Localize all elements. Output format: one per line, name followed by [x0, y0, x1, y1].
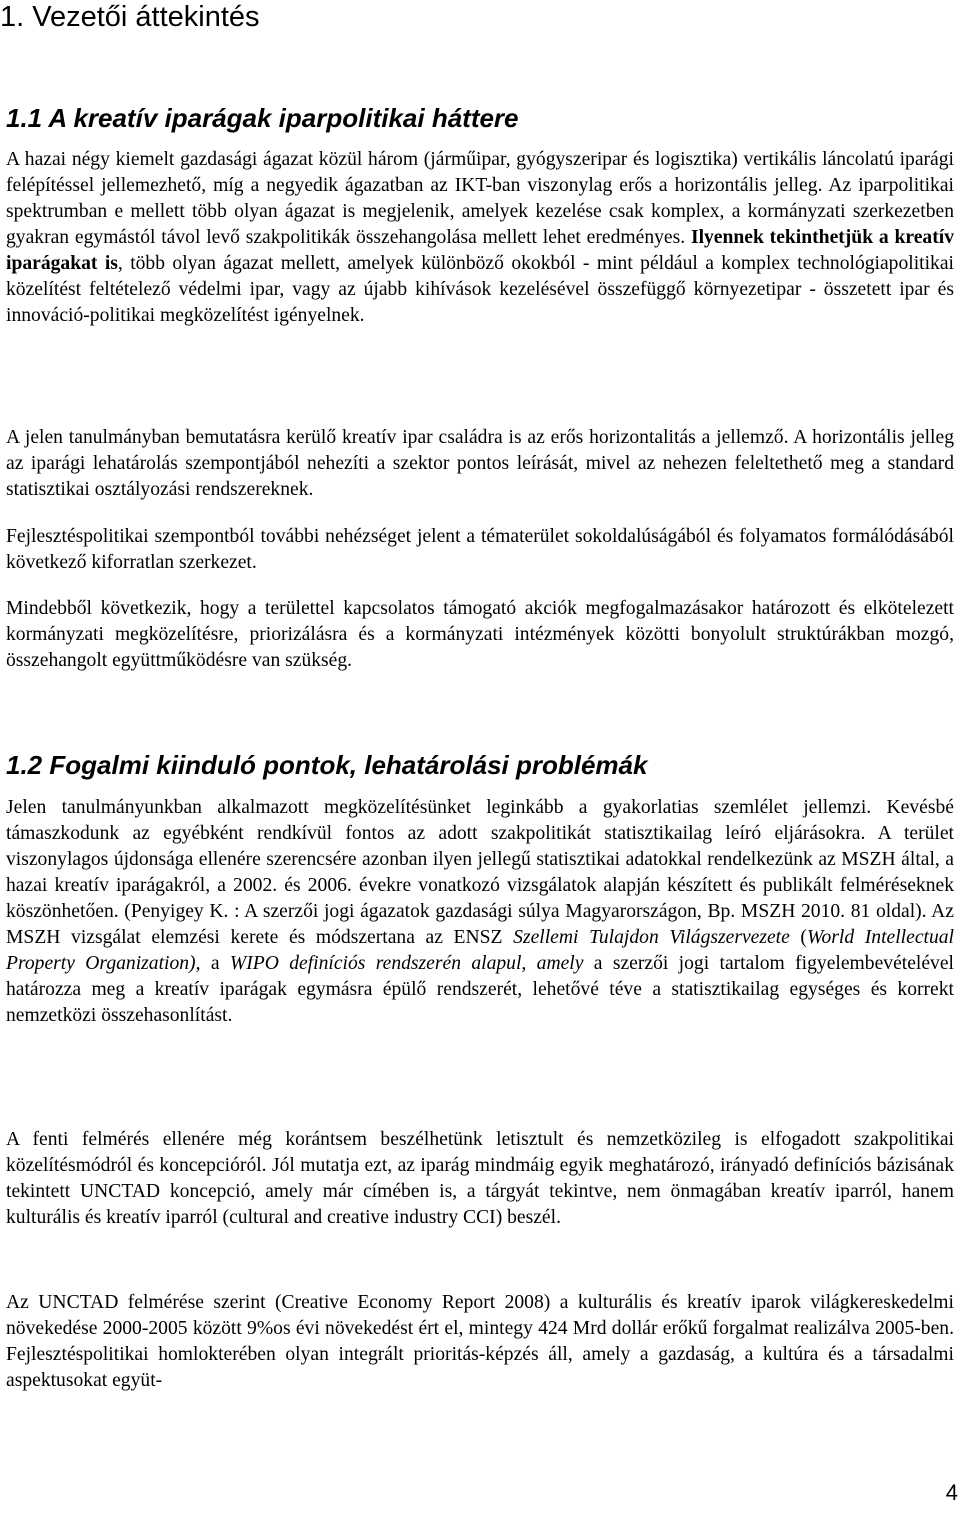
paragraph-5-text-a: Jelen tanulmányunkban alkalmazott megközelítésünket leginkább a gyakorlatias szemlélet jellemzi. Kevésbé támaszkodunk az egyébként rendkívül fontos az adott szakpolitikát statisztikailag leíró eljárásokra. A terület viszonylagos újdonsága ellenére szerencsére azonban ilyen jellegű statisztikai adatokkal rendelkezünk az MSZH által, a hazai kreatív iparágakról, a 2002. és 2006. évekre vonatkozó vizsgálatok alapján készített és publikált felméréseknek köszönhetően. (Penyigey K. : A szerzői jogi ágazatok gazdasági súlya Magyarországon, Bp. MSZH 2010. 81 oldal). Az MSZH vizsgálat elemzési kerete és módszertana az ENSZ [6, 797, 954, 948]
paragraph-1 [6, 147, 954, 329]
paragraph-7: Az UNCTAD felmérése szerint (Creative Economy Report 2008) a kulturális és kreatív iparok világkereskedelmi növekedése 2000-2005 között 9%os évi növekedést ért el, mintegy 424 Mrd dollár erőkű forgalmat realizálva 2005-ben. Fejlesztéspolitikai homlokterében olyan integrált prioritás-képzés áll, amely a gazdaság, a kultúra és a társadalmi aspektusokat együt- [6, 1292, 954, 1391]
paragraph-5-text-b: ( [789, 927, 807, 948]
paragraph-5-italic-1: Szellemi Tulajdon Világszervezete [513, 927, 790, 948]
section-heading-1-1: 1.1 A kreatív iparágak iparpolitikai háttere [6, 103, 519, 133]
paragraph-1-text-a: A hazai négy kiemelt gazdasági ágazat közül három (járműipar, gyógyszeripar és logisztika) vertikális láncolatú iparági felépítéssel jellemezhető, míg a negyedik ágazatban az IKT-ban viszonylag erős a horizontális jelleg. Az iparpolitikai spektrumban e mellett több olyan ágazat is megjelenik, amelyek kezelése csak komplex, a kormányzati szerkezetben gyakran egymástól távol levő szakpolitikák összehangolása mellett lehet eredményes. [6, 149, 954, 248]
paragraph-5-italic-3: WIPO definíciós rendszerén alapul, amely [229, 953, 584, 974]
chapter-heading: 1. Vezetői áttekintés [0, 1, 260, 33]
page-number: 4 [945, 1480, 958, 1505]
paragraph-1-bold-phrase: Ilyennek tekinthetjük a kreatív iparágakat is [6, 227, 954, 274]
paragraph-4: Mindebből következik, hogy a területtel kapcsolatos támogató akciók megfogalmazásakor határozott és elkötelezett kormányzati megközelítésre, priorizálásra és a kormányzati intézmények közötti bonyolult struktúrákban mozgó, összehangolt együttműködésre van szükség. [6, 598, 954, 671]
paragraph-1-text-b: , több olyan ágazat mellett, amelyek különböző okokból - mint például a komplex technológiapolitikai közelítést feltételező védelmi ipar, vagy az újabb kihívások kezelésével összefüggő környezetipar - összetett ipar és innováció-politikai megközelítést igényelnek. [6, 253, 954, 326]
paragraph-2: A jelen tanulmányban bemutatásra kerülő kreatív ipar családra is az erős horizontalitás a jellemző. A horizontális jelleg az iparági lehatárolás szempontjából nehezíti a szektor pontos leírását, mivel az nehezen feleltethető meg a standard statisztikai osztályozási rendszereknek. [6, 427, 954, 500]
paragraph-5-italic-2: World Intellectual Property Organization), [6, 927, 954, 974]
paragraph-5-text-d: a szerzői jogi tartalom figyelembevételével határozza meg a kreatív iparágak egymásra épülő rendszerét, lehetővé téve a statisztikailag egységes és korrekt nemzetközi összehasonlítást. [6, 953, 954, 1026]
paragraph-3: Fejlesztéspolitikai szempontból további nehézséget jelent a tématerület sokoldalúságából és folyamatos formálódásából következő kiforratlan szerkezet. [6, 526, 954, 573]
paragraph-5 [6, 795, 954, 1029]
paragraph-5-text-c: a [200, 953, 230, 974]
section-heading-1-2: 1.2 Fogalmi kiinduló pontok, lehatárolási problémák [6, 750, 648, 780]
paragraph-6: A fenti felmérés ellenére még korántsem beszélhetünk letisztult és nemzetközileg is elfogadott szakpolitikai közelítésmódról és koncepcióról. Jól mutatja ezt, az iparág mindmáig egyik meghatározó, irányadó definíciós bázisának tekintett UNCTAD koncepció, amely már címében is, a tárgyát tekintve, nem önmagában kreatív iparról, hanem kulturális és kreatív iparról (cultural and creative industry CCI) beszél. [6, 1129, 954, 1228]
